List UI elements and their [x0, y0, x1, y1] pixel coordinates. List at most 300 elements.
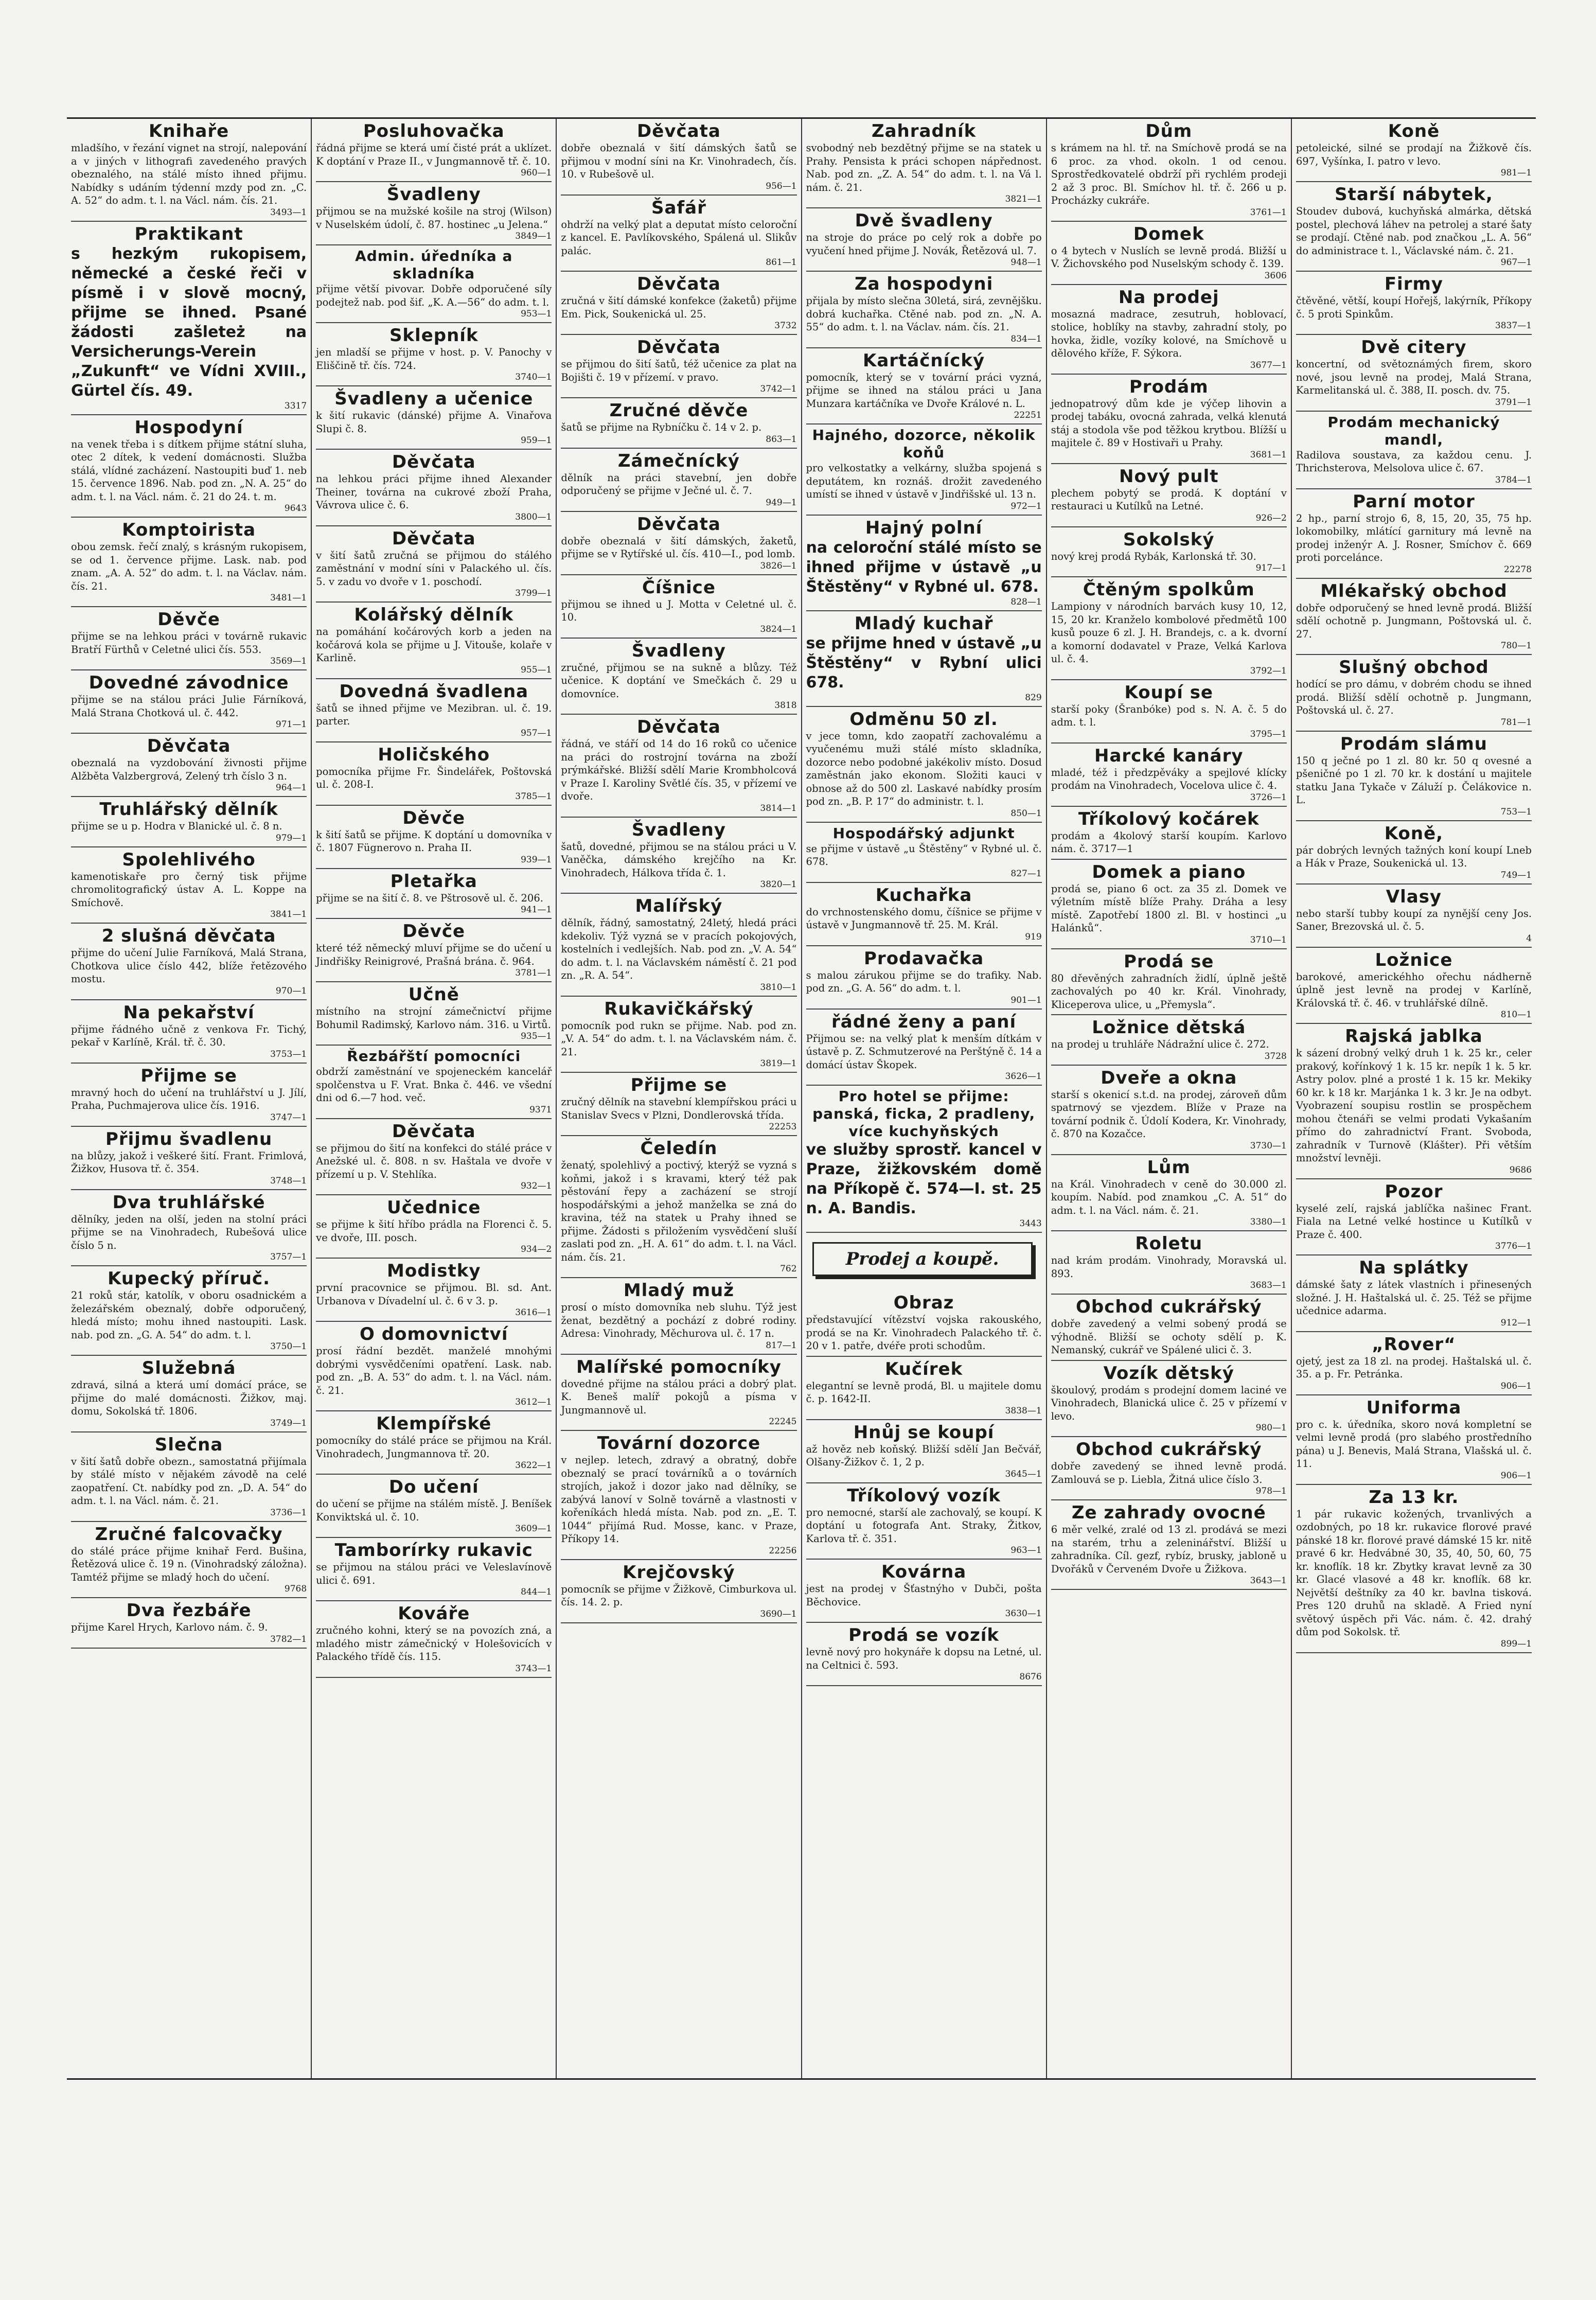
classified-ad [806, 1483, 1042, 1560]
ad-body: zručného kohni, který se na povozích zná, a mladého mistr zámečnický v Holešovicích v Palackého třídě čís. 115. [316, 1624, 552, 1662]
ad-headline: Tovární dozorce [597, 1433, 761, 1454]
ad-headline: Rukavičkářský [604, 998, 754, 1019]
ad-body: nebo starší tubby koupí za nynější ceny Jos. Saner, Brezovská ul. č. 5. [1296, 907, 1532, 932]
classified-ad [316, 679, 552, 742]
ad-body: dobře zavedený a velmi sobený prodá se výhodně. Bližší se ochoty sdělí p. K. Nemanský, cukrář ve Spálené ulici č. 3. [1051, 1318, 1287, 1356]
ad-body: nový krej prodá Rybák, Karlonská tř. 30. [1051, 550, 1256, 562]
classified-ad [1051, 860, 1287, 949]
ad-body: dámské šaty z látek vlastních i přinesených složné. J. H. Haštalská ul. č. 25. Též se přijme učednice adarma. [1296, 1279, 1532, 1317]
classified-ad [71, 797, 307, 847]
ad-body: přijme se na lehkou práci v továrně rukavic Bratří Fürthů v Celetné ulici čís. 553. [71, 630, 307, 656]
ad-code: 844—1 [521, 1587, 552, 1597]
ad-code: 980—1 [1255, 1423, 1287, 1433]
ad-body: dobře obeznalá v šití dámských šatů se přijmou v modní síni na Kr. Vinohradech, čís. 10. v Rubešově ul. [561, 142, 797, 180]
ad-headline: Děvčata [392, 1121, 476, 1142]
ad-body: řádná přijme se která umí čisté prát a uklízet. K doptání v Praze II., v Jungmannově tř. č. 10. [316, 142, 552, 167]
ad-code: 3753—1 [270, 1049, 307, 1059]
ad-code: 753—1 [1500, 806, 1532, 817]
ad-body: přijme Karel Hrych, Karlovo nám. č. 9. [71, 1621, 268, 1633]
ad-headline: Prodá se [1124, 951, 1214, 972]
ad-headline: Zručné falcovačky [95, 1524, 283, 1545]
ad-code: 3443 [1019, 1218, 1042, 1229]
ad-code: 3748—1 [270, 1175, 307, 1186]
ad-body: kamenotiskaře pro černý tisk přijme chromolitografický ústav A. L. Koppe na Smíchově. [71, 870, 307, 909]
ad-headline: Kupecký příruč. [108, 1268, 271, 1289]
ad-headline: Prodá se vozík [848, 1625, 1000, 1646]
ad-headline: Ložnice dětská [1092, 1017, 1246, 1038]
ad-code: 3726—1 [1250, 792, 1287, 803]
ad-code: 22245 [769, 1417, 797, 1427]
ad-code: 3781—1 [515, 968, 552, 978]
ad-body: dobře odporučený se hned levně prodá. Bližší sdělí ochotně p. Jungmann, Poštovská ul. č. 27. [1296, 601, 1532, 640]
ad-headline: Slečna [154, 1434, 223, 1455]
ad-code: 9643 [284, 503, 307, 514]
ad-headline: Přijmu švadlenu [105, 1128, 273, 1149]
classified-ad [806, 1623, 1042, 1686]
classified-ad [1051, 375, 1287, 464]
ad-body: do učení se přijme na stálém místě. J. Beníšek Konviktská ul. č. 10. [316, 1498, 552, 1523]
ad-body: ve služby sprostř. kancel v Praze, žižkovském domě na Příkopě č. 574—I. st. 25 n. A. Bandis. [806, 1141, 1042, 1217]
classified-ad [806, 516, 1042, 611]
ad-headline: Děvče [157, 609, 220, 630]
classified-ad [316, 869, 552, 919]
classified-ad [806, 1420, 1042, 1483]
ad-code: 3795—1 [1250, 729, 1287, 739]
ad-headline: Zámečnícký [617, 450, 740, 471]
ad-body: do stálé práce přijme knihař Ferd. Bušina, Řetězová ulice č. 19 n. (Vinohradský záložna). Tamtéž přijme se mladý hoch do učení. [71, 1545, 307, 1583]
ad-body: se přijme v ústavě „u Štěstěny“ v Rybné ul. č. 678. [806, 842, 1042, 868]
classified-ad [1051, 1231, 1287, 1295]
ad-headline: Děvče [402, 921, 466, 942]
ad-code: 3609—1 [515, 1524, 552, 1534]
ad-body: starší s okenicí s.t.d. na prodej, zároveň dům spatrnový se vjezdem. Blíže v Praze na tovární podnik č. Údolí Kodera, Kr. Vinohrady, č. 870 na Kozačce. [1051, 1088, 1287, 1140]
ad-code: 3824—1 [760, 624, 797, 634]
ad-body: pomocník se přijme v Žižkově, Cimburkova ul. čís. 14. 2. p. [561, 1583, 797, 1608]
ad-headline: Děvčata [392, 452, 476, 472]
ad-body: se přijme hned v ústavě „u Štěstěny“ v Rybní ulici 678. [806, 634, 1042, 692]
ad-headline: Sklepník [389, 325, 478, 346]
ad-body: přijme do učení Julie Farníková, Malá Strana, Chotkova ulice číslo 442, blíže řetězového mostu. [71, 947, 307, 985]
ad-body: 1 pár rukavic kožených, trvanlivých a ozdobných, po 18 kr. rukavice florové pravé pánské 18 kr. florové pravé dámské 15 kr. nitě pravé 6 kr. Hedvábné 30, 35, 40, 50, 60, 75 kr. knoflík. 18 kr. Zbytky kravat levně za 30 kr. Glacé vlasové a 48 kr. knoflík. 68 kr. Největší deštníky za 40 kr. bavlna tisková. Pres 120 druhů na skladě. A Fried nyní světový úspěch při Vác. nám. č. 42. drahý dům pod Sokolsk. tř. [1296, 1508, 1532, 1638]
ad-body: se přijmou na stálou práci ve Veleslavínově ulici č. 691. [316, 1561, 552, 1586]
ad-body: obou zemsk. řečí znalý, s krásným rukopisem, se od 1. července přijme. Lask. nab. pod znam. „A. A. 52“ do adm. t. l. na Václav. nám. čís. 21. [71, 541, 307, 592]
ad-headline: Vozík dětský [1103, 1363, 1234, 1384]
ad-code: 978—1 [1255, 1486, 1287, 1496]
ad-headline: Uniforma [1366, 1397, 1462, 1418]
ad-headline: Pozor [1385, 1181, 1443, 1202]
ad-code: 3826—1 [760, 560, 797, 571]
ad-code: 901—1 [1010, 995, 1042, 1005]
ad-body: na prodej u truhláře Nádražní ulice č. 272. [1051, 1038, 1269, 1050]
ad-code: 3785—1 [515, 791, 552, 802]
ad-headline: Děvčata [637, 121, 721, 141]
ad-code: 3820—1 [760, 879, 797, 890]
classified-ad [71, 924, 307, 1000]
ad-code: 3818 [774, 700, 797, 711]
ad-body: 2 hp., parní strojo 6, 8, 15, 20, 35, 75 hp. lokomobilky, mlátící garnitury má levně na prodej inženýr A. J. Rosner, Smíchov č. 669 proti porcelánce. [1296, 512, 1532, 563]
ad-body: mravný hoch do učení na truhlářství u J. Jílí, Praha, Puchmajerova ulice čís. 1916. [71, 1086, 307, 1111]
ad-headline: Dovedná švadlena [339, 681, 529, 702]
ad-headline: Truhlářský dělník [99, 799, 278, 820]
ad-headline: Děvče [402, 807, 466, 828]
ad-code: 941—1 [521, 905, 552, 915]
ad-code: 863—1 [766, 434, 797, 445]
ad-code: 932—1 [521, 1181, 552, 1191]
classified-ad [561, 715, 796, 818]
ad-code: 3317 [284, 400, 307, 411]
ad-headline: Švadleny [631, 819, 726, 840]
ad-body: 6 měr velké, zralé od 13 zl. prodává se mezi na starém, trhu a zeleninářství. Bližší u zahradníka. Cíl. gezf, rybíz, brusky, jabloně u Dvořáků v Červeném Dvoře u Žižkova. [1051, 1524, 1287, 1575]
ad-code: 3837—1 [1495, 321, 1532, 331]
ad-body: v nejlep. letech, zdravý a obratný, dobře obeznalý se prací továrníků a o továrních strojích, jakož i dozor jako nad dělníky, se zabývá lanoví v Solně továrně a vlastnosti v kořeníkách hledá místa. Nab. pod zn. „E. T. 1044“ přijímá Rud. Mosse, kanc. v Praze, Příkopy 14. [561, 1454, 797, 1545]
classified-ad [71, 518, 307, 607]
classified-ad [561, 196, 796, 272]
ad-body: svobodný neb bezdětný přijme se na statek u Prahy. Pensista k práci schopen nápřednost. Nab. pod zn. „Z. A. 54“ do adm. t. l. na Vá l. nám. č. 21. [806, 142, 1042, 193]
ad-body: dělník, řádný, samostatný, 24letý, hledá práci kdekoliv. Týž vyzná se v pracích pokojových, kostelních i vedlejších. Nab. pod zn. „V. A. 54“ do adm. t. l. na Václavském náměstí č. 21 pod zn. „R. A. 54“. [561, 917, 797, 981]
classified-ad [71, 1356, 307, 1432]
classified-ad [1296, 821, 1532, 884]
classified-ad [1051, 222, 1287, 285]
ad-code: 906—1 [1500, 1470, 1532, 1481]
ad-body: až hověz neb koňský. Bližší sdělí Jan Bečvář, Olšany-Žižkov č. 1, 2 p. [806, 1443, 1042, 1468]
ad-body: přijme se na šití č. 8. ve Pštrosově ul. č. 206. [316, 892, 543, 904]
ad-code: 917—1 [1255, 563, 1287, 573]
classified-ad [1296, 579, 1532, 656]
ad-body: v šití šatů zručná se přijmou do stálého zaměstnání v modní síni v Palackého ul. čís. 5. v zadu vo dvoře v 1. poschodí. [316, 549, 552, 588]
ad-body: dělníky, jeden na olší, jeden na stolní práci přijme se na Vinohradech, Rubešová ulice číslo 5 n. [71, 1213, 307, 1251]
ad-code: 3743—1 [515, 1663, 552, 1674]
ad-headline: Kartáčnícký [863, 350, 985, 371]
ad-headline: Modistky [387, 1261, 481, 1281]
ad-code: 3630—1 [1005, 1608, 1042, 1619]
ad-code: 3782—1 [270, 1634, 307, 1644]
classified-ad [316, 323, 552, 386]
ad-code: 899—1 [1500, 1638, 1532, 1649]
ad-headline: Děvčata [147, 736, 231, 756]
ad-code: 3643—1 [1250, 1576, 1287, 1586]
ad-code: 3800—1 [515, 511, 552, 522]
ad-code: 956—1 [766, 181, 797, 191]
classified-ad [316, 245, 552, 323]
ad-code: 3747—1 [270, 1112, 307, 1123]
ad-headline: Rajská jablka [1345, 1026, 1483, 1047]
ad-headline: Za hospodyni [854, 274, 994, 294]
ad-code: 3742—1 [760, 384, 797, 394]
ad-body: levně nový pro hokynáře k dopsu na Letné, ul. na Celtnici č. 593. [806, 1646, 1042, 1671]
ad-body: přijme se u p. Hodra v Blanické ul. č. 8 n. [71, 820, 282, 832]
ad-headline: Komptoirista [122, 520, 256, 540]
ad-code: 3677—1 [1250, 360, 1287, 370]
ad-headline: Starší nábytek, [1335, 184, 1493, 205]
ad-headline: Řezbářští pomocníci [347, 1048, 521, 1065]
ad-code: 3838—1 [1005, 1405, 1042, 1416]
classified-ad [1051, 680, 1287, 744]
ad-headline: Vlasy [1386, 886, 1442, 907]
ad-code: 3757—1 [270, 1252, 307, 1262]
classified-ad [316, 1538, 552, 1601]
ad-headline: Kuchařka [875, 884, 972, 906]
ad-headline: Číšnice [642, 577, 716, 598]
ad-body: dobře obeznalá v šití dámských, žaketů, přijme se v Rytířské ul. čís. 410—I., pod lomb. [561, 535, 797, 560]
ad-code: 828—1 [1010, 596, 1042, 607]
ad-code: 3683—1 [1250, 1280, 1287, 1290]
classified-ad [1296, 489, 1532, 579]
classified-ad [1051, 119, 1287, 222]
ad-headline: Děvčata [392, 528, 476, 549]
ad-headline: Děvčata [637, 717, 721, 737]
ad-code: 4 [1526, 933, 1532, 944]
ad-code: 981—1 [1500, 168, 1532, 178]
ad-code: 817—1 [766, 1340, 797, 1351]
ad-headline: Spolehlivého [122, 849, 256, 870]
ad-code: 953—1 [521, 309, 552, 319]
ad-code: 780—1 [1500, 641, 1532, 651]
ad-body: zdravá, silná a která umí domácí práce, se přijme do malé domácnosti. Žižkov, maj. domu, Sokolská tř. 1806. [71, 1379, 307, 1417]
ad-code: 935—1 [521, 1031, 552, 1041]
ad-body: mladšího, v řezání vignet na strojí, nalepování a v jiných v lithografi zavedeného pravých obeznalého, na stálé místo ihned přijmu. Nabídky s udáním týdenní mzdy pod zn. „C. A. 52“ do adm. t. l. na Václ. nám. čís. 21. [71, 142, 307, 206]
ad-headline: Harcké kanáry [1094, 745, 1244, 766]
ad-body: pár dobrých levných tažných koní koupí Lneb a Hák v Praze, Soukenická ul. 13. [1296, 844, 1532, 869]
ad-code: 3791—1 [1495, 397, 1532, 408]
ad-code: 781—1 [1500, 717, 1532, 728]
ad-headline: Sokolský [1123, 529, 1215, 550]
classified-ad [561, 1278, 796, 1355]
ad-headline: Švadleny a učenice [334, 388, 534, 409]
ad-headline: Klempířské [376, 1413, 492, 1434]
classified-ad [806, 272, 1042, 348]
classified-ad [316, 919, 552, 982]
ad-headline: Malířský [635, 896, 723, 916]
ad-headline: O domovnictví [360, 1324, 508, 1344]
ad-headline: Prodám [1129, 376, 1209, 397]
ad-headline: Šafář [651, 197, 706, 218]
ad-code: 3819—1 [760, 1058, 797, 1069]
ad-body: ženatý, spolehlivý a poctivý, kterýž se vyzná s koňmi, jakož i s kravami, který též pak pěstování řepy a zacházení se strojí hospodářskými a jehož manželka se zná do kravina, též na statek u Prahy ihned se přijme. Žádosti s přiložením vysvědčení sluší zaslati pod zn. „H. A. 61“ do adm. t. l. na Václ. nám. čís. 21. [561, 1159, 797, 1263]
ad-headline: Zručné děvče [609, 400, 749, 421]
ad-column-6 [1292, 119, 1536, 2078]
ad-headline: Holičského [378, 744, 490, 765]
ad-body: o 4 bytech v Nuslích se levně prodá. Bližší u V. Žichovského pod Nuselským schody č. 139. [1051, 244, 1287, 270]
ad-code: 850—1 [1010, 808, 1042, 819]
ad-body: na stroje do práce po celý rok a dobře po vyučení hned přijme J. Novák, Řetězová ul. 7. [806, 232, 1042, 257]
ad-body: do vrchnostenského domu, číšnice se přijme v ústavě v Jungmannově tř. 25. M. Král. [806, 906, 1042, 931]
ad-body: pro c. k. úředníka, skoro nová kompletní se velmi levně prodá (pro slabého prostředního pána) u J. Benevis, Malá Strana, Vlašská ul. č. 11. [1296, 1418, 1532, 1470]
ad-headline: Obchod cukrářský [1075, 1297, 1262, 1317]
ad-body: na Král. Vinohradech v ceně do 30.000 zl. koupím. Nabíd. pod znamkou „C. A. 51“ do adm. t. l. na Václ. nám. č. 21. [1051, 1178, 1287, 1216]
classified-ad [71, 415, 307, 518]
classified-ad [1051, 744, 1287, 807]
classified-ad [1051, 527, 1287, 578]
ad-headline: Tříkolový vozík [847, 1485, 1001, 1506]
ad-headline: Do učení [388, 1477, 479, 1497]
ad-code: 3810—1 [760, 982, 797, 993]
ad-headline: Prodám mechanický mandl, [1327, 413, 1500, 448]
ad-body: přijme větší pivovar. Dobře odporučené síly podejtež nab. pod šif. „K. A.—56“ do adm. t. l. [316, 283, 552, 308]
ad-body: jednopatrový dům kde je výčep lihovin a prodej tabáku, ovocná zahrada, velká klenutá stáj a stodola vše pod těžkou krytbou. Blížší u majitele č. 89 v Hostivaři u Prahy. [1051, 397, 1287, 449]
ad-code: 22278 [1503, 564, 1532, 575]
ad-body: 21 roků stár, katolík, v oboru osadnickém a železářském obeznalý, dobře odporučený, hledá místo; mohu ihned nastoupiti. Lask. nab. pod zn. „G. A. 54“ do adm. t. l. [71, 1289, 307, 1341]
ad-headline: Prodavačka [864, 948, 984, 969]
ad-code: 959—1 [521, 435, 552, 446]
ad-code: 3616—1 [515, 1307, 552, 1318]
ad-headline: Kovárna [881, 1562, 967, 1582]
ad-code: 919 [1025, 931, 1042, 942]
ad-body: prosí řádní bezdět. manželé mnohými dobrými vysvědčeními opatření. Lask. nab. pod zn. „B. A. 53“ do adm. t. l. na Václ. nám. č. 21. [316, 1345, 552, 1396]
ad-body: Radilova soustava, za každou cenu. J. Thrichsterova, Melsolova ulice č. 67. [1296, 449, 1532, 474]
classified-ad [316, 1119, 552, 1196]
classified-ad [71, 1000, 307, 1064]
ad-headline: Pro hotel se přijme: panská, ficka, 2 pradleny, více kuchyňských [812, 1088, 1036, 1140]
ad-headline: Dva řezbáře [126, 1600, 252, 1621]
classified-ad [1296, 1255, 1532, 1332]
classified-ad [1296, 1395, 1532, 1485]
ad-body: mosazná madrace, zesutruh, hoblovací, stolice, hoblíky na stavby, zahradní stoly, po hovka, židle, vozíky kolové, na Smíchově u dělového kříže, F. Sýkora. [1051, 308, 1287, 359]
classified-ad [1296, 1485, 1532, 1653]
ad-body: řádná, ve stáří od 14 do 16 roků co učenice na práci do rostrojní továrna na zboží prýmkářské. Bližší sdělí Marie Krombholcová v Praze I. Karoliny Světlé čís. 35, v přízemí ve dvoře. [561, 738, 797, 802]
classified-ad [1296, 119, 1532, 182]
classified-ad [561, 997, 796, 1073]
ad-headline: Mladý kuchař [854, 613, 994, 634]
ad-body: na pomáhání kočárových korb a jeden na kočárová kola se přijme u J. Vitouše, kolaře v Karlině. [316, 626, 552, 664]
ad-headline: Praktikant [134, 223, 243, 244]
classified-ad [316, 450, 552, 526]
classified-ad [806, 424, 1042, 516]
ad-body: v šití šatů dobře obezn., samostatná přijímala by stálé místo v nějakém závodě na celé zaopatření. Ct. nabídky pod zn. „D. A. 54“ do adm. t. l. na Václ. nám. č. 21. [71, 1455, 307, 1507]
ad-body: zručná v šití dámské konfekce (žaketů) přijme Em. Pick, Soukenická ul. 25. [561, 295, 797, 320]
ad-headline: Za 13 kr. [1369, 1487, 1459, 1508]
ad-body: petoleické, silné se prodají na Žižkově čís. 697, Vyšínka, I. patro v levo. [1296, 142, 1532, 167]
ad-body: starší poky (Šranbóke) pod s. N. A. č. 5 do adm. t. l. [1051, 703, 1287, 728]
classified-ad [561, 1136, 796, 1278]
classified-ad [561, 272, 796, 335]
ad-code: 3645—1 [1005, 1469, 1042, 1479]
ad-body: obdrží zaměstnání ve spojeneckém kancelář spolčenstva u F. Vrat. Bnka č. 446. ve všední dni od 6.—7 hod. več. [316, 1066, 552, 1104]
ad-code: 22256 [769, 1545, 797, 1556]
ad-headline: 2 slušná děvčata [101, 926, 276, 946]
classified-ad [806, 1357, 1042, 1420]
classified-ad [71, 1190, 307, 1267]
ad-code: 963—1 [1010, 1545, 1042, 1555]
ad-code: 979—1 [275, 833, 307, 843]
classified-ad [1051, 577, 1287, 680]
ad-headline: Admin. úředníka a skladníka [355, 247, 513, 282]
ad-code: 949—1 [766, 497, 797, 508]
classified-ad [561, 894, 796, 997]
ad-headline: Učednice [387, 1197, 481, 1218]
ad-headline: Posluhovačka [363, 121, 505, 141]
ad-body: první pracovnice se přijmou. Bl. sd. Ant. Urbanova v Dívadelní ul. č. 6 v 3. p. [316, 1282, 552, 1307]
classified-ad [806, 1560, 1042, 1623]
ad-headline: Služebná [141, 1358, 236, 1378]
classified-ad [561, 1073, 796, 1136]
classified-ad [806, 1010, 1042, 1086]
classified-ad [806, 348, 1042, 425]
ad-code: 3736—1 [270, 1507, 307, 1518]
ad-body: přijala by místo slečna 30letá, sirá, zevnějšku. dobrá kuchařka. Ctěné nab. pod zn. „N. A. 55“ do adm. t. l. na Václav. nám. čís. 21. [806, 295, 1042, 333]
classified-ad [316, 1046, 552, 1119]
classified-ad [71, 1598, 307, 1649]
ad-body: jest na prodej v Šťastnýho v Dubči, pošta Běchovice. [806, 1583, 1042, 1608]
ad-code: 834—1 [1010, 333, 1042, 344]
ad-body: v jece tomn, kdo zaopatří zachovalému a vyučenému muži stálé místo skladníka, dozorce nebo podobné jakékoliv místo. Dosud zaměstnán jako ekonom. Složiti kauci v obnose až do 500 zl. Laskavé nabídky prosím pod zn. „B. P. 17“ do administr. t. l. [806, 730, 1042, 807]
classified-ad [316, 1195, 552, 1259]
ad-body: k šití šatů se přijme. K doptání u domovníka v č. 1807 Fügnerovo n. Praha II. [316, 828, 552, 854]
ad-headline: Tamborírky rukavic [334, 1540, 533, 1561]
ad-code: 3728 [1264, 1051, 1287, 1061]
classified-ad [1051, 807, 1287, 860]
ad-headline: Hajného, dozorce, několik koňů [812, 427, 1036, 461]
classified-ad [806, 611, 1042, 707]
ad-body: dobře zavedený se ihned levně prodá. Zamlouvá se p. Liebla, Žitná ulice číslo 3. [1051, 1460, 1287, 1485]
ad-code: 3380—1 [1250, 1217, 1287, 1227]
ad-headline: Domek [1133, 223, 1204, 244]
classified-ad [806, 1290, 1042, 1357]
ad-body: šatů se přijme na Rybníčku č. 14 v 2. p. [561, 421, 762, 433]
classified-ad [561, 575, 796, 639]
classified-ad [806, 1086, 1042, 1233]
ad-code: 3814—1 [760, 803, 797, 813]
ad-code: 970—1 [275, 985, 307, 996]
ad-code: 9768 [284, 1584, 307, 1594]
ad-code: 3841—1 [270, 909, 307, 919]
ad-headline: Kučírek [885, 1358, 963, 1379]
ad-code: 967—1 [1500, 257, 1532, 268]
classified-ad [806, 208, 1042, 272]
ad-headline: Na prodej [1118, 287, 1219, 308]
classified-ad [1051, 1015, 1287, 1066]
classified-ad [806, 1233, 1042, 1290]
classified-ad [806, 119, 1042, 208]
ad-code: 3612—1 [515, 1397, 552, 1407]
classified-ad [1051, 1437, 1287, 1500]
ad-code: 3690—1 [760, 1608, 797, 1619]
ad-headline: Lům [1147, 1157, 1191, 1178]
classified-ad [71, 222, 307, 415]
ad-code: 926—2 [1255, 512, 1287, 523]
classified-ad [806, 946, 1042, 1010]
ad-headline: Hnůj se koupí [853, 1422, 995, 1443]
ad-headline: Děvčata [637, 274, 721, 294]
ad-code: 3740—1 [515, 372, 552, 382]
ad-body: kyselé zelí, rajská jablíčka našinec Frant. Fiala na Letné velké hostince u Kutílků v Praze č. 400. [1296, 1202, 1532, 1241]
ad-body: které též německý mluví přijme se do učení u Jindřišky Reinigrové, Prašná brána. č. 964. [316, 942, 552, 967]
classified-ad [1051, 464, 1287, 527]
ad-code: 3730—1 [1250, 1140, 1287, 1151]
ad-code: 955—1 [521, 664, 552, 675]
classified-ad [806, 883, 1042, 946]
ad-code: 810—1 [1500, 1010, 1532, 1020]
ad-headline: Dva truhlářské [112, 1192, 265, 1213]
classified-ad [561, 1560, 796, 1623]
ad-column-5 [1047, 119, 1292, 2078]
ad-code: 827—1 [1010, 868, 1042, 879]
ad-body: koncertní, od světoznámých firem, skoro nové, jsou levně na prodej, Malá Strana, Karmelitanská ul. č. 388, II. posch. dv. 75. [1296, 358, 1532, 396]
ad-headline: Švadleny [386, 184, 481, 205]
classified-ad [316, 1322, 552, 1411]
ad-code: 934—2 [521, 1244, 552, 1254]
ad-headline: Tříkolový kočárek [1078, 808, 1260, 829]
ad-body: přijme řádného učně z venkova Fr. Tichý, pekař v Karlíně, Král. tř. č. 30. [71, 1023, 307, 1048]
classified-ad [316, 1475, 552, 1538]
classified-ad [1051, 1361, 1287, 1438]
ad-headline: Pletařka [390, 871, 477, 892]
ad-headline: Mladý muž [623, 1280, 735, 1301]
ad-code: 3792—1 [1250, 665, 1287, 676]
ad-column-2 [312, 119, 557, 2078]
classified-ad [316, 1601, 552, 1678]
ad-headline: Na pekařství [123, 1002, 255, 1023]
ad-body: jen mladší se přijme v host. p. V. Panochy v Eliščině tř. čís. 724. [316, 346, 552, 371]
